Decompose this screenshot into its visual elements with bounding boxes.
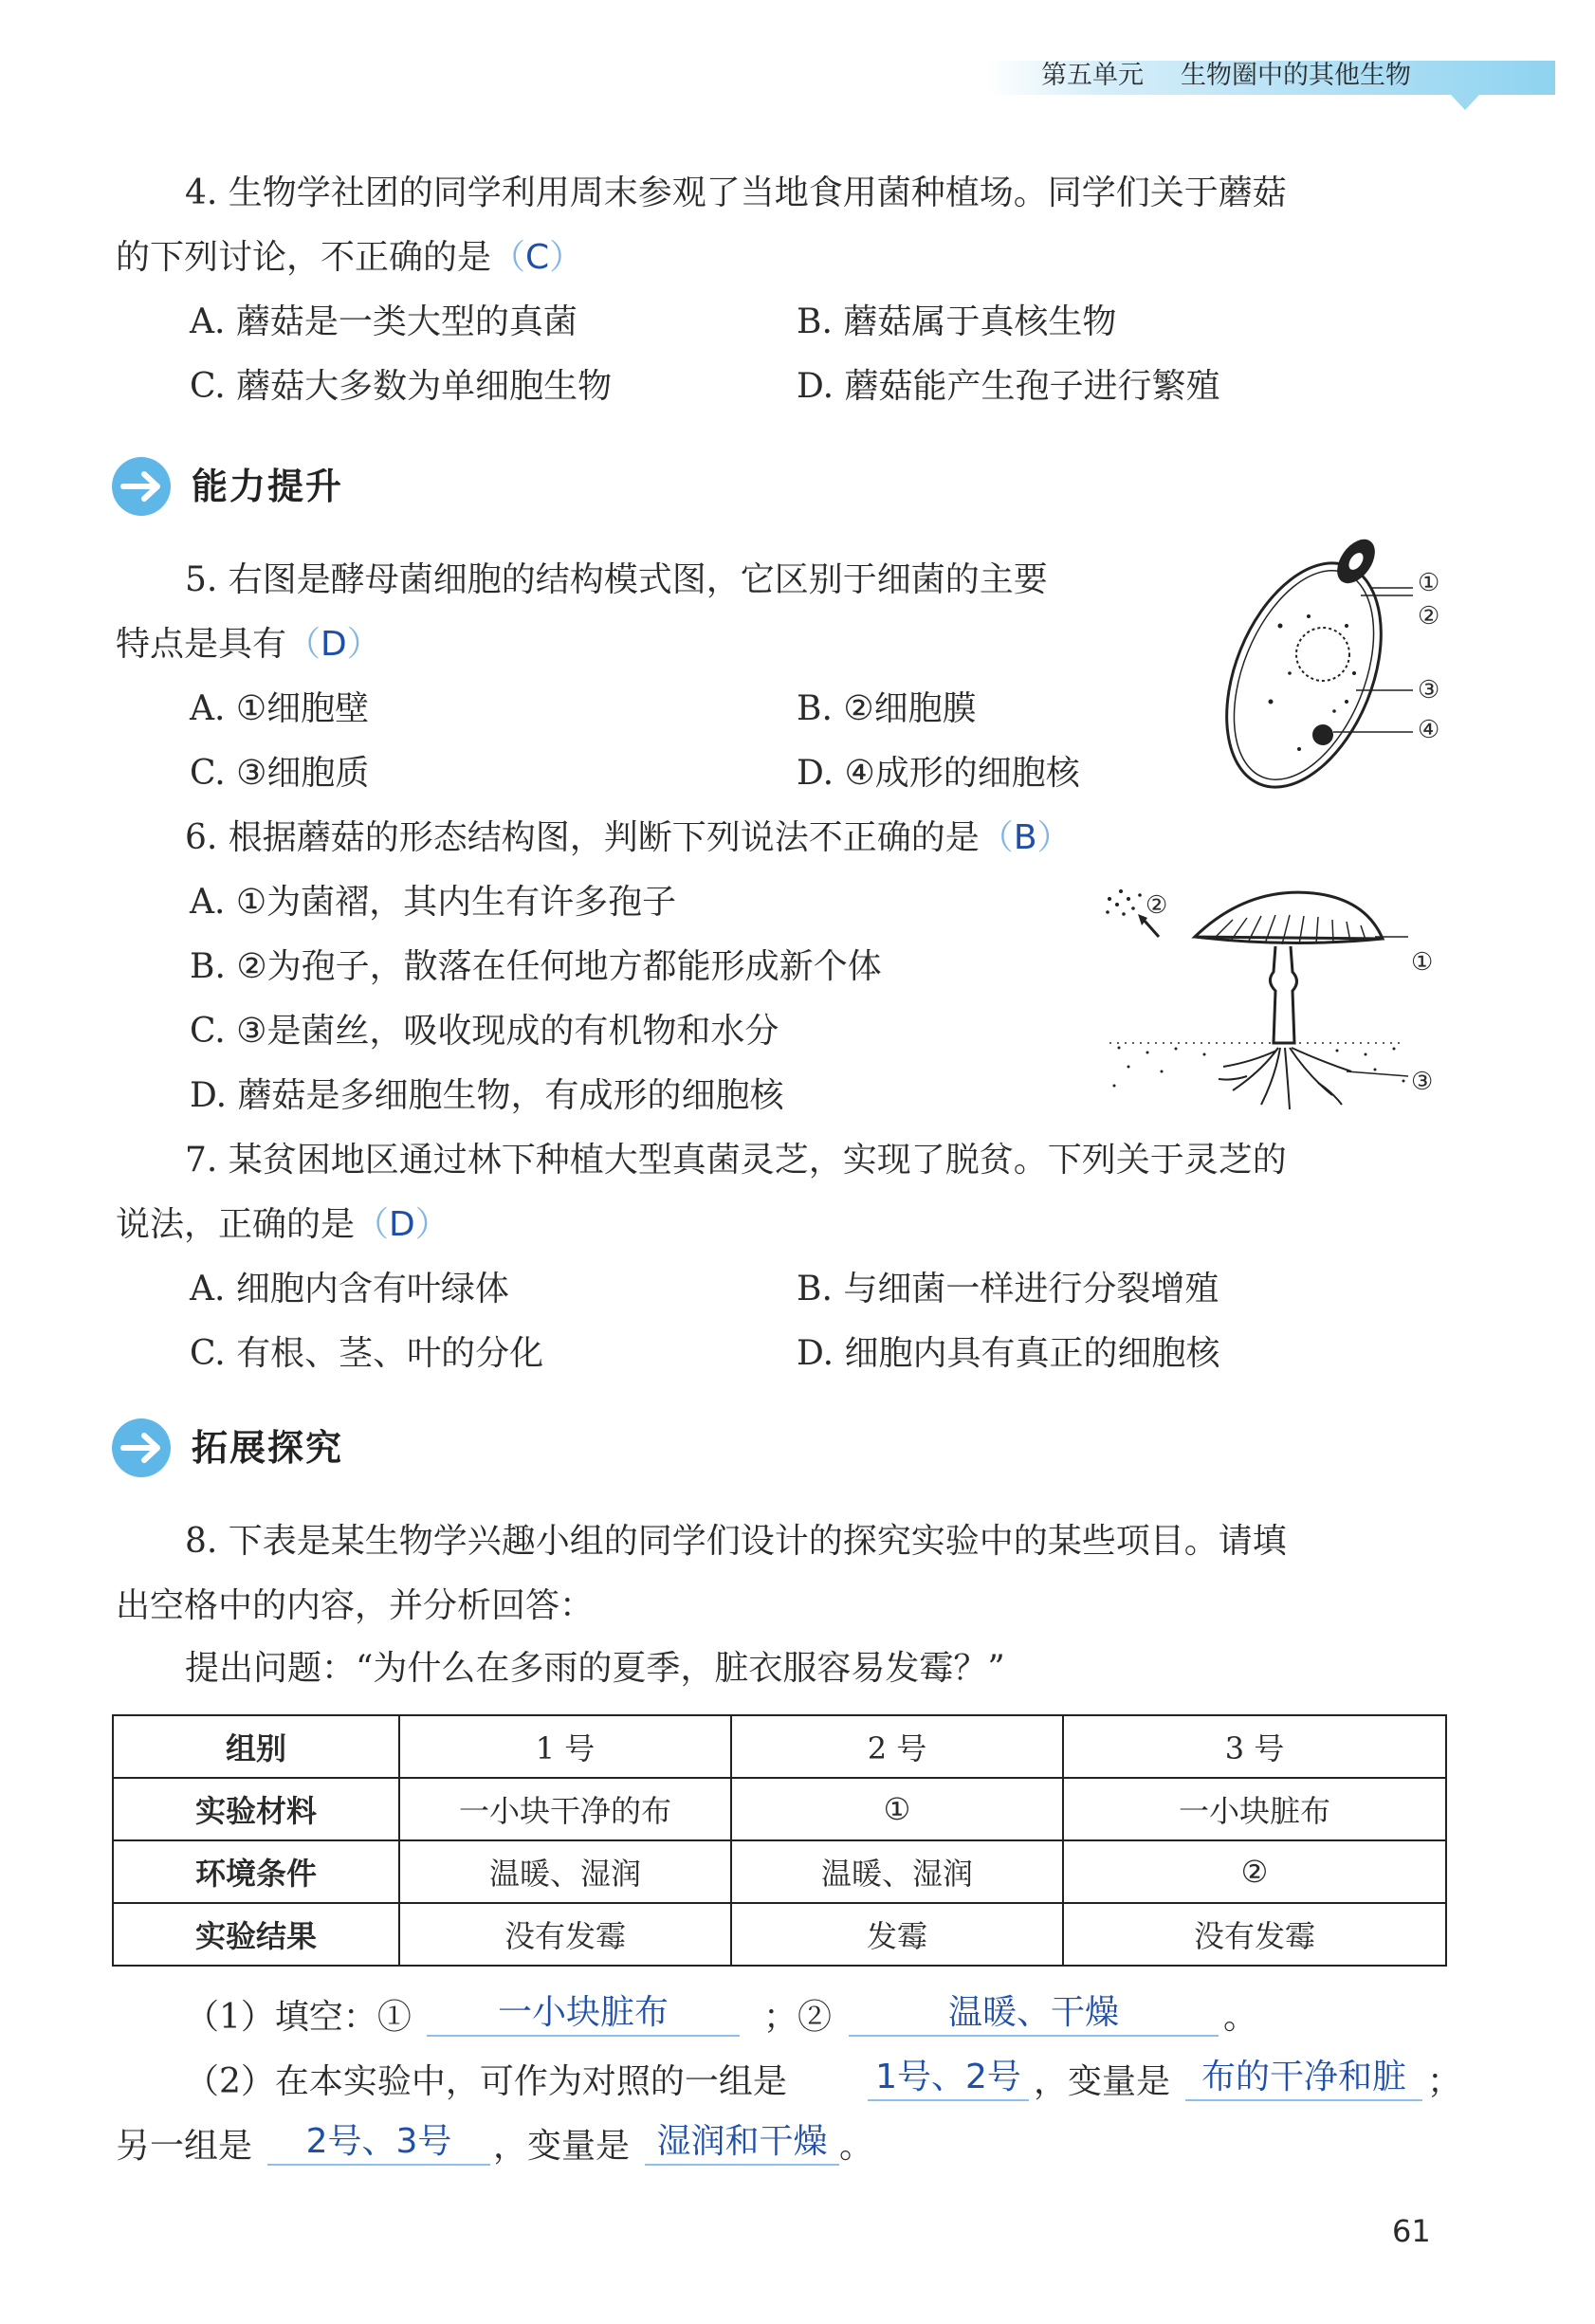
q8-sub1-end: 。 [1223,1998,1258,2037]
table-cell: 一小块干净的布 [399,1778,731,1840]
table-row [113,1840,1446,1903]
q5-paren-close: ） [346,625,381,664]
q8-sub2-mid: ，变量是 [1034,2062,1171,2101]
table-cell: 实验结果 [113,1903,399,1966]
q8-sub2-line2-end: 。 [839,2127,874,2166]
table-header-row [113,1715,1446,1778]
yeast-label-4: ④ [1418,716,1440,744]
q6-stem-text: 6. 根据蘑菇的形态结构图，判断下列说法不正确的是 [185,818,980,857]
mushroom-figure [1091,872,1432,1119]
answer-blank-2: 温暖、干燥 [849,1991,1219,2037]
q4-option-b: B. 蘑菇属于真核生物 [797,302,1117,341]
table-cell: 温暖、湿润 [731,1840,1063,1903]
q7-paren-open: （ [355,1205,390,1244]
q4-answer: C [525,238,550,277]
section-title: 拓展探究 [192,1427,344,1469]
q4-stem-line2 [116,237,583,279]
q8-stem-line2: 出空格中的内容，并分析回答： [116,1586,595,1625]
header-chapter: 生物圈中的其他生物 [1181,61,1411,90]
q6-paren-close: ） [1036,818,1072,857]
q7-answer: D [389,1205,415,1244]
q6-paren-open: （ [979,818,1014,857]
q6-stem-line1 [185,817,1072,859]
experiment-table [112,1714,1447,1967]
table-cell: ② [1063,1840,1446,1903]
table-row [113,1903,1446,1966]
q7-stem-text: 说法，正确的是 [116,1205,356,1244]
q7-option-d: D. 细胞内具有真正的细胞核 [797,1334,1220,1373]
table-row [113,1778,1446,1840]
yeast-label-1: ① [1418,569,1440,597]
arrow-right-icon [112,1418,171,1477]
q8-sub1-mid: ；② [763,1998,833,2037]
table-cell: 环境条件 [113,1840,399,1903]
table-cell: 没有发霉 [399,1903,731,1966]
answer-blank-1: 一小块脏布 [427,1991,740,2037]
page-number: 61 [1392,2213,1431,2249]
q8-question: 提出问题：“为什么在多雨的夏季，脏衣服容易发霉？” [185,1649,1005,1688]
q5-stem-line1: 5. 右图是酵母菌细胞的结构模式图，它区别于细菌的主要 [185,560,1048,599]
section-ability [112,457,491,523]
q4-option-d: D. 蘑菇能产生孢子进行繁殖 [797,367,1220,406]
table-header-cell: 2 号 [731,1715,1063,1778]
table-header-cell: 1 号 [399,1715,731,1778]
q5-option-a: A. ①细胞壁 [190,689,370,728]
yeast-label-2: ② [1418,602,1440,631]
q8-sub2-end: ； [1427,2062,1462,2101]
q4-stem-line1: 4. 生物学社团的同学利用周末参观了当地食用菌种植场。同学们关于蘑菇 [185,174,1287,212]
q4-option-c: C. 蘑菇大多数为单细胞生物 [190,367,613,406]
answer-blank-4: 布的干净和脏 [1185,2056,1422,2101]
q6-answer: B [1013,818,1037,857]
q5-option-d: D. ④成形的细胞核 [797,754,1080,793]
yeast-label-3: ③ [1418,676,1440,705]
q8-sub2-line2-mid: ，变量是 [493,2127,631,2166]
section-explore [112,1418,491,1485]
q5-paren-open: （ [286,625,321,664]
q6-option-a: A. ①为菌褶，其内生有许多孢子 [190,883,677,922]
section-title: 能力提升 [192,466,344,507]
q4-paren-open: （ [491,238,526,277]
q7-paren-close: ） [414,1205,449,1244]
table-cell: 没有发霉 [1063,1903,1446,1966]
q7-option-c: C. 有根、茎、叶的分化 [190,1334,544,1373]
header-unit: 第五单元 [1041,61,1144,90]
answer-blank-6: 湿润和干燥 [645,2120,839,2166]
q5-stem-line2 [116,624,381,666]
q6-option-c: C. ③是菌丝，吸收现成的有机物和水分 [190,1012,779,1051]
q4-stem-text: 的下列讨论，不正确的是 [116,238,492,277]
q5-option-b: B. ②细胞膜 [797,689,977,728]
q6-option-b: B. ②为孢子，散落在任何地方都能形成新个体 [190,947,882,986]
mushroom-label-3: ③ [1411,1068,1434,1096]
table-cell: 发霉 [731,1903,1063,1966]
answer-blank-3: 1号、2号 [868,2056,1029,2101]
table-cell: 实验材料 [113,1778,399,1840]
q5-answer: D [321,625,347,664]
q8-stem-line1: 8. 下表是某生物学兴趣小组的同学们设计的探究实验中的某些项目。请填 [185,1522,1287,1561]
q4-paren-close: ） [549,238,584,277]
table-cell: 一小块脏布 [1063,1778,1446,1840]
q4-option-a: A. 蘑菇是一类大型的真菌 [190,302,578,341]
q8-sub2-prefix: （2）在本实验中，可作为对照的一组是 [185,2062,787,2101]
table-cell: ① [731,1778,1063,1840]
q7-option-b: B. 与细菌一样进行分裂增殖 [797,1270,1219,1308]
q7-option-a: A. 细胞内含有叶绿体 [190,1270,509,1308]
q8-sub1-prefix: （1）填空：① [185,1998,412,2037]
table-header-cell: 组别 [113,1715,399,1778]
mushroom-label-1: ① [1411,948,1434,977]
q5-stem-text: 特点是具有 [116,625,287,664]
q7-stem-line2 [116,1204,449,1246]
table-cell: 温暖、湿润 [399,1840,731,1903]
arrow-right-icon [112,457,171,516]
q6-option-d: D. 蘑菇是多细胞生物，有成形的细胞核 [190,1076,784,1115]
q8-sub2-line2-prefix: 另一组是 [116,2127,253,2166]
q5-option-c: C. ③细胞质 [190,754,370,793]
q7-stem-line1: 7. 某贫困地区通过林下种植大型真菌灵芝，实现了脱贫。下列关于灵芝的 [185,1141,1287,1180]
answer-blank-5: 2号、3号 [267,2120,490,2166]
mushroom-label-2: ② [1146,891,1168,920]
table-header-cell: 3 号 [1063,1715,1446,1778]
